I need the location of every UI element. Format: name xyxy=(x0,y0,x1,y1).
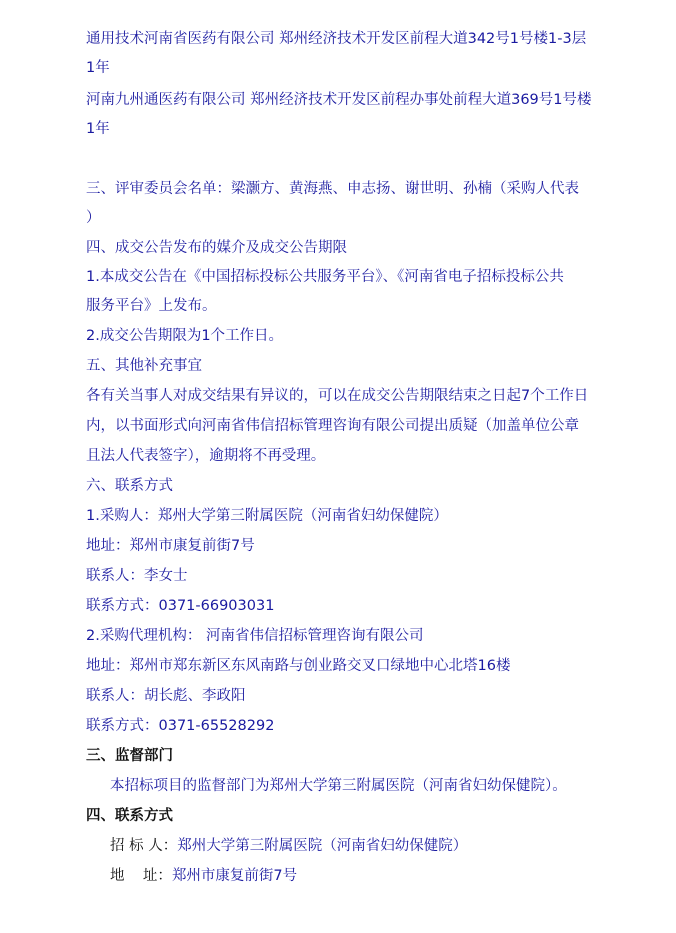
agency-line: 2.采购代理机构： 河南省伟信招标管理咨询有限公司 xyxy=(86,628,424,644)
objection-line-3: 且法人代表签字），逾期将不再受理。 xyxy=(86,448,326,464)
review-committee-line-cont: ） xyxy=(86,210,101,226)
objection-line-1: 各有关当事人对成交结果有异议的，可以在成交公告期限结束之日起7个工作日 xyxy=(86,388,589,404)
supplier-line-2: 河南九州通医药有限公司 郑州经济技术开发区前程办事处前程大道369号1号楼 xyxy=(86,92,592,108)
supervision-text: 本招标项目的监督部门为郑州大学第三附属医院（河南省妇幼保健院）。 xyxy=(110,778,567,794)
section-four-heading: 四、成交公告发布的媒介及成交公告期限 xyxy=(86,240,347,256)
purchaser-line: 1.采购人：郑州大学第三附属医院（河南省妇幼保健院） xyxy=(86,508,448,524)
agency-contact: 联系人：胡长彪、李政阳 xyxy=(86,688,246,704)
publish-media-line-cont: 服务平台》上发布。 xyxy=(86,298,217,314)
objection-line-2: 内，以书面形式向河南省伟信招标管理咨询有限公司提出质疑（加盖单位公章 xyxy=(86,418,579,434)
supervision-heading: 三、监督部门 xyxy=(86,748,173,764)
agency-phone: 联系方式：0371-65528292 xyxy=(86,718,275,734)
supplier-line-1-cont: 1年 xyxy=(86,60,110,76)
tenderer-value: 郑州大学第三附属医院（河南省妇幼保健院） xyxy=(177,838,468,854)
tenderer-label: 招 标 人： xyxy=(110,838,178,854)
address-label: 地 址： xyxy=(110,868,172,884)
section-five-heading: 五、其他补充事宜 xyxy=(86,358,202,374)
purchaser-address: 地址：郑州市康复前街7号 xyxy=(86,538,255,554)
publish-media-line: 1.本成交公告在《中国招标投标公共服务平台》、《河南省电子招标投标公共 xyxy=(86,269,564,285)
agency-address: 地址：郑州市郑东新区东风南路与创业路交叉口绿地中心北塔16楼 xyxy=(86,658,511,674)
announcement-period-line: 2.成交公告期限为1个工作日。 xyxy=(86,328,284,344)
supplier-line-2-cont: 1年 xyxy=(86,121,110,137)
purchaser-phone: 联系方式：0371-66903031 xyxy=(86,598,275,614)
supplier-line-1: 通用技术河南省医药有限公司 郑州经济技术开发区前程大道342号1号楼1-3层 xyxy=(86,31,587,47)
tenderer-row xyxy=(110,836,467,856)
review-committee-line: 三、评审委员会名单：梁灏方、黄海燕、申志扬、谢世明、孙楠（采购人代表 xyxy=(86,181,579,197)
address-row xyxy=(110,866,297,886)
section-six-heading: 六、联系方式 xyxy=(86,478,173,494)
purchaser-contact: 联系人：李女士 xyxy=(86,568,188,584)
contact-heading: 四、联系方式 xyxy=(86,808,173,824)
address-value: 郑州市康复前街7号 xyxy=(171,868,298,884)
